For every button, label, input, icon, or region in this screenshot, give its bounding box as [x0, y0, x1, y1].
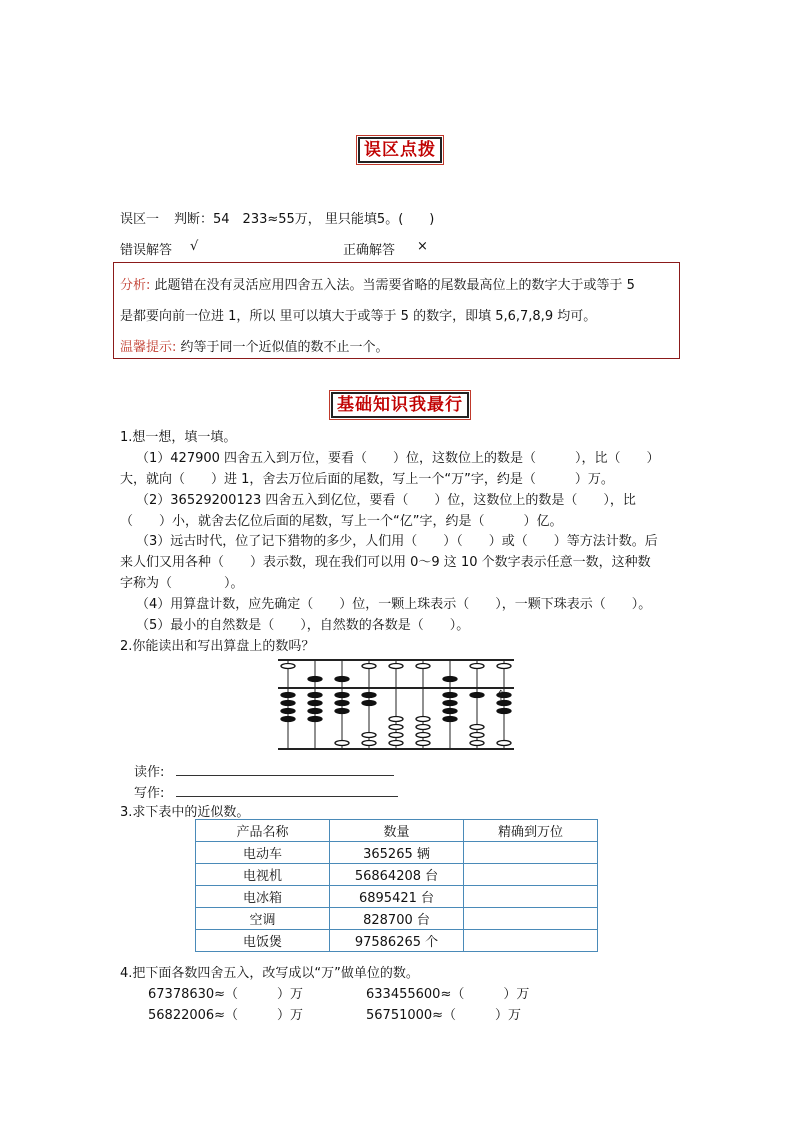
abacus-bead-counted: [281, 701, 295, 706]
abacus-bead-counted: [335, 677, 349, 682]
abacus-bead: [416, 725, 430, 730]
abacus-bead: [497, 741, 511, 746]
read-answer-line[interactable]: [176, 775, 394, 776]
cell-quantity: 56864208 台: [330, 864, 464, 886]
q1-line-6: 来人们又用各种（ ）表示数，现在我们可以用 0～9 这 10 个数字表示任意一数，这种数: [120, 555, 651, 570]
section-title-basics: 基础知识我最行: [331, 392, 469, 418]
table-row: [196, 842, 598, 864]
abacus-bottom-bar: [278, 748, 514, 750]
abacus-bead-counted: [335, 693, 349, 698]
tip-line: [120, 336, 389, 355]
table-row: [196, 886, 598, 908]
right-answer-mark: ×: [417, 239, 428, 254]
abacus-bead: [389, 717, 403, 722]
q1-title: 1.想一想，填一填。: [120, 430, 237, 445]
mistake-question: 判断：54 233≈55万， 里只能填5。( ): [174, 212, 435, 227]
abacus-bead-counted: [362, 693, 376, 698]
table-header-row: [196, 820, 598, 842]
cell-answer[interactable]: [464, 908, 598, 930]
abacus-bead-counted: [308, 701, 322, 706]
cell-answer[interactable]: [464, 864, 598, 886]
abacus-bead: [416, 741, 430, 746]
abacus-bead-counted: [308, 717, 322, 722]
cell-product: 电视机: [196, 864, 330, 886]
q4-item-c: 56822006≈（ ）万: [148, 1008, 304, 1023]
abacus-bead-counted: [443, 701, 457, 706]
abacus-bead-counted: [443, 709, 457, 714]
q1-line-3: （2）36529200123 四舍五入到亿位，要看（ ）位，这数位上的数是（ ），比: [136, 493, 636, 508]
mistake-label: 误区一: [120, 212, 160, 227]
wrong-answer-label: 错误解答: [120, 243, 173, 258]
header-approx: 精确到万位: [464, 820, 598, 842]
q4-item-d: 56751000≈（ ）万: [366, 1008, 522, 1023]
write-label: 写作:: [134, 786, 165, 801]
tip-label: 温馨提示:: [120, 340, 177, 355]
cell-quantity: 97586265 个: [330, 930, 464, 952]
q1-line-2: 大，就向（ ）进 1，舍去万位后面的尾数，写上一个“万”字，约是（ ）万。: [120, 472, 614, 487]
q1-line-1: （1）427900 四舍五入到万位，要看（ ）位，这数位上的数是（ ），比（ ）: [136, 451, 660, 466]
abacus-bead-counted: [362, 701, 376, 706]
cell-quantity: 365265 辆: [330, 842, 464, 864]
abacus-bead: [416, 733, 430, 738]
abacus-bead-counted: [281, 709, 295, 714]
cell-product: 电冰箱: [196, 886, 330, 908]
cell-quantity: 828700 台: [330, 908, 464, 930]
cell-product: 电动车: [196, 842, 330, 864]
abacus-bead: [389, 664, 403, 669]
abacus-bead: [362, 733, 376, 738]
header-product: 产品名称: [196, 820, 330, 842]
wrong-answer-mark: √: [190, 239, 199, 254]
cell-product: 空调: [196, 908, 330, 930]
q4-item-a: 67378630≈（ ）万: [148, 987, 304, 1002]
abacus-bead-counted: [308, 709, 322, 714]
products-table: [195, 819, 598, 952]
q2-title: 2.你能读出和写出算盘上的数吗？: [120, 639, 315, 654]
abacus-bead-counted: [443, 677, 457, 682]
abacus-bead: [470, 725, 484, 730]
abacus-bead-counted: [497, 701, 511, 706]
abacus-bead-counted: [281, 693, 295, 698]
analysis-text-1: 此题错在没有灵活应用四舍五入法。当需要省略的尾数最高位上的数字大于或等于 5: [150, 278, 635, 293]
cell-answer[interactable]: [464, 930, 598, 952]
abacus-bead: [335, 741, 349, 746]
abacus-bead-counted: [335, 701, 349, 706]
abacus-bead-counted: [281, 717, 295, 722]
abacus-bead: [362, 741, 376, 746]
header-quantity: 数量: [330, 820, 464, 842]
abacus-bead: [389, 725, 403, 730]
abacus-bead-counted: [443, 693, 457, 698]
abacus-bead: [416, 717, 430, 722]
abacus-bead: [497, 664, 511, 669]
abacus-bead-counted: [308, 677, 322, 682]
q1-line-9: （5）最小的自然数是（ ），自然数的各数是（ ）。: [136, 618, 470, 633]
cell-product: 电饭煲: [196, 930, 330, 952]
abacus-bead: [470, 741, 484, 746]
table-row: [196, 908, 598, 930]
abacus-bead-counted: [308, 693, 322, 698]
q1-line-4: （ ）小，就舍去亿位后面的尾数，写上一个“亿”字，约是（ ）亿。: [120, 514, 563, 529]
abacus-bead: [362, 664, 376, 669]
tip-text: 约等于同一个近似值的数不止一个。: [176, 340, 389, 355]
abacus-bead-counted: [497, 709, 511, 714]
analysis-text-2: 是都要向前一位进 1，所以 里可以填大于或等于 5 的数字，即填 5,6,7,8,9 均可。: [120, 309, 597, 324]
cell-quantity: 6895421 台: [330, 886, 464, 908]
abacus-bead: [416, 664, 430, 669]
abacus-bead: [389, 741, 403, 746]
right-answer-label: 正确解答: [343, 243, 396, 258]
table-row: [196, 930, 598, 952]
abacus-bead-counted: [335, 709, 349, 714]
analysis-label: 分析:: [120, 278, 151, 293]
read-label: 读作:: [134, 765, 165, 780]
abacus-top-bar: [278, 659, 514, 661]
q4-title: 4.把下面各数四舍五入，改写成以“万”做单位的数。: [120, 966, 419, 981]
q1-line-7: 字称为（ ）。: [120, 576, 244, 591]
cell-answer[interactable]: [464, 886, 598, 908]
q4-item-b: 633455600≈（ ）万: [366, 987, 530, 1002]
abacus-bead: [281, 664, 295, 669]
abacus-bead: [470, 733, 484, 738]
cell-answer[interactable]: [464, 842, 598, 864]
write-answer-line[interactable]: [176, 796, 398, 797]
abacus-bead: [470, 664, 484, 669]
abacus: [276, 657, 516, 752]
q3-title: 3.求下表中的近似数。: [120, 805, 250, 820]
abacus-bead: [389, 733, 403, 738]
q1-line-5: （3）远古时代，位了记下猎物的多少，人们用（ ）（ ）或（ ）等方法计数。后: [136, 534, 658, 549]
section-title-mistakes: 误区点拨: [358, 137, 442, 163]
q1-line-8: （4）用算盘计数，应先确定（ ）位，一颗上珠表示（ ），一颗下珠表示（ ）。: [136, 597, 652, 612]
table-row: [196, 864, 598, 886]
abacus-bead-counted: [497, 693, 511, 698]
abacus-bead-counted: [443, 717, 457, 722]
analysis-line-1: [120, 274, 635, 293]
abacus-bead-counted: [470, 693, 484, 698]
